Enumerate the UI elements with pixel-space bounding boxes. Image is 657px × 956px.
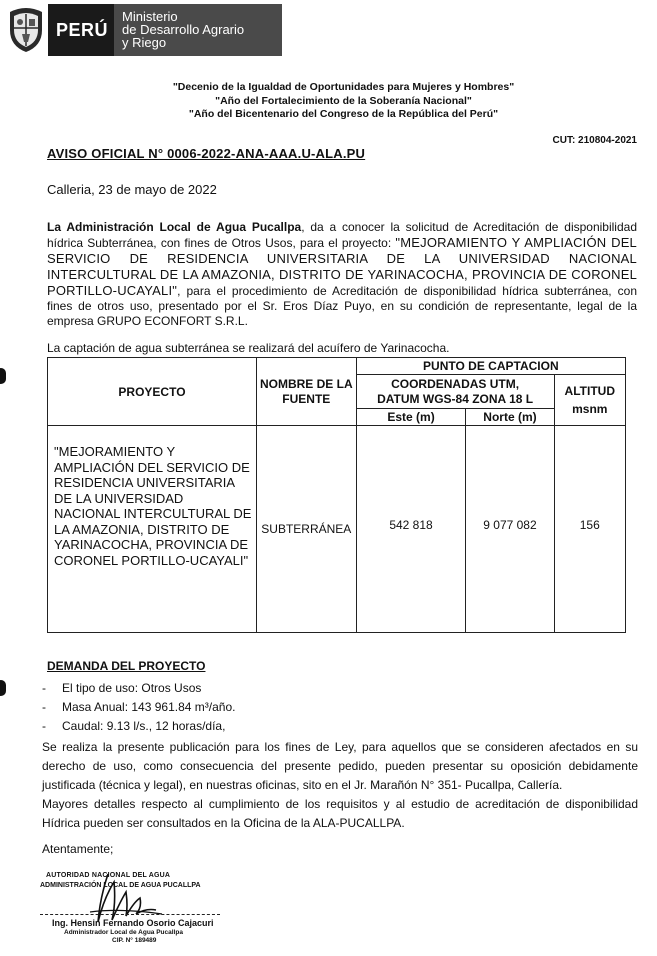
- cell-proyecto: "MEJORAMIENTO Y AMPLIACIÓN DEL SERVICIO DE RESIDENCIA UNIVERSITARIA DE LA UNIVERSIDAD NACIONAL INTERCULTURAL DE LA AMAZONIA, DISTRITO DE YARINACOCHA, PROVINCIA DE CORONEL PORTILLO-UCAYALI": [48, 426, 257, 633]
- ministry-name: Ministerio de Desarrollo Agrario y Riego: [114, 4, 282, 56]
- closing: Atentamente;: [42, 842, 114, 856]
- body-paragraph-2: Mayores detalles respecto al cumplimiento de los requisitos y al estudio de acreditación de disponibilidad Hídrica pueden ser consultados en la Oficina de la ALA-PUCALLPA.: [42, 797, 638, 830]
- cell-altitud: 156: [554, 426, 625, 633]
- decenio-banner: "Decenio de la Igualdad de Oportunidades para Mujeres y Hombres" "Año del Fortalecimiento de la Soberanía Nacional" "Año del Bicentenario del Congreso de la República del Perú": [172, 81, 515, 120]
- binder-hole-mark: [0, 680, 6, 696]
- list-item: - Caudal: 9.13 l/s., 12 horas/día,: [42, 719, 226, 733]
- demanda-title: DEMANDA DEL PROYECTO: [47, 659, 206, 673]
- header-este: Este (m): [356, 409, 466, 426]
- signer-name: Ing. Hensin Fernando Osorio Cajacuri: [52, 918, 214, 928]
- ministry-logo: [4, 4, 282, 56]
- list-item: - El tipo de uso: Otros Usos: [42, 681, 202, 695]
- intro-paragraph: La Administración Local de Agua Pucallpa, da a conocer la solicitud de Acreditación de disponibilidad hídrica Subterránea, con fines de Otros Usos, para el proyecto: "MEJORAMIENTO Y AMPLIACIÓN DEL SERVICIO DE RESIDENCIA UNIVERSITARIA DE LA UNIVERSIDAD NACIONAL INTERCULTURAL DE LA AMAZONIA, DISTRITO DE YARINACOCHA, PROVINCIA DE CORONEL PORTILLO-UCAYALI", para el procedimiento de Acreditación de disponibilidad hídrica subterránea, con fines de otros uso, presentado por el Sr. Eros Díaz Puyo, en su condición de representante, legal de la empresa GRUPO ECONFORT S.R.L.: [47, 220, 637, 328]
- cell-este: 542 818: [356, 426, 466, 633]
- project-table: [47, 357, 626, 633]
- body-paragraph-1: Se realiza la presente publicación para los fines de Ley, para aquellos que se consideren afectados en su derecho de uso, como consecuencia del presente pedido, pueden presentar su oposición debidamente justificada (técnica y legal), en nuestras oficinas, sito en el Jr. Marañón N° 351- Pucallpa, Callería.: [42, 740, 638, 792]
- header-altitud: ALTITUD msnm: [554, 375, 625, 426]
- signature-line: [40, 914, 220, 915]
- stamp-line-2: ADMINISTRACIÓN LOCAL DE AGUA PUCALLPA: [40, 882, 201, 889]
- list-item: - Masa Anual: 143 961.84 m³/año.: [42, 700, 236, 714]
- header-norte: Norte (m): [466, 409, 554, 426]
- header-coordenadas: COORDENADAS UTM, DATUM WGS-84 ZONA 18 L: [356, 375, 554, 409]
- demanda-list: [42, 679, 235, 736]
- header-fuente: NOMBRE DE LA FUENTE: [256, 358, 356, 426]
- peru-coat-of-arms-icon: [4, 4, 48, 56]
- signer-role: Administrador Local de Agua Pucallpa: [64, 929, 183, 936]
- country-label: PERÚ: [48, 4, 114, 56]
- signer-cip: CIP. N° 189489: [112, 937, 157, 944]
- signature-block: [40, 868, 240, 953]
- header-punto-captacion: PUNTO DE CAPTACION: [356, 358, 625, 375]
- cut-code: CUT: 210804-2021: [552, 135, 637, 146]
- aviso-title: AVISO OFICIAL N° 0006-2022-ANA-AAA.U-ALA.PU: [47, 146, 366, 161]
- header-proyecto: PROYECTO: [48, 358, 257, 426]
- stamp-line-1: AUTORIDAD NACIONAL DEL AGUA: [46, 872, 171, 879]
- body-text: [42, 738, 638, 833]
- captacion-text: La captación de agua subterránea se realizará del acuífero de Yarinacocha.: [47, 341, 450, 355]
- table-row: [48, 426, 626, 633]
- cell-fuente: SUBTERRÁNEA: [256, 426, 356, 633]
- cell-norte: 9 077 082: [466, 426, 554, 633]
- binder-hole-mark: [0, 368, 6, 384]
- date-line: Calleria, 23 de mayo de 2022: [47, 182, 217, 197]
